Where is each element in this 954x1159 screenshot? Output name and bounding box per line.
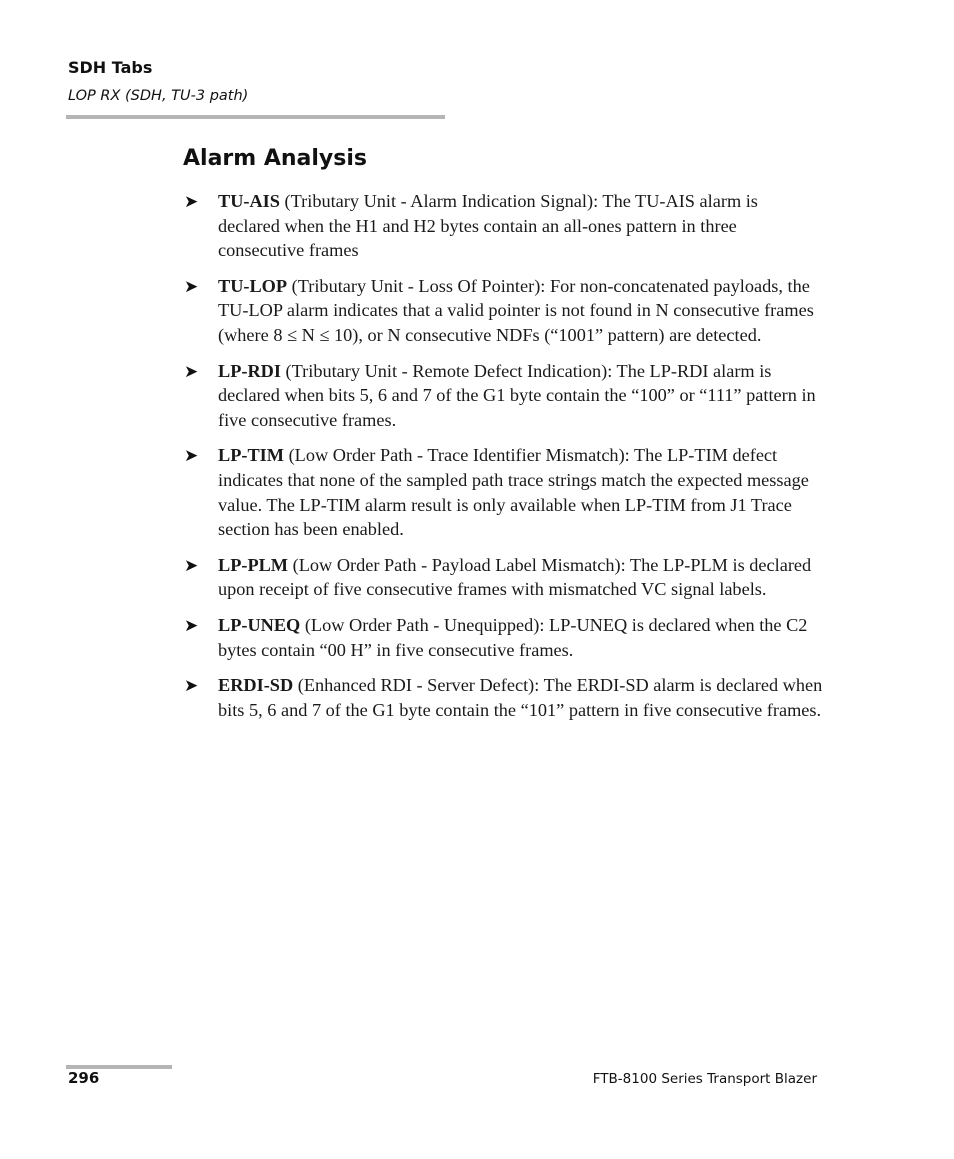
alarm-description: (Low Order Path - Payload Label Mismatch): The LP-PLM is declared upon receipt of five consecutive frames with mismatched VC signal labels. [218, 554, 812, 600]
section-heading: Alarm Analysis [183, 146, 367, 171]
alarm-term: LP-RDI [218, 360, 281, 381]
alarm-term: TU-AIS [218, 191, 280, 211]
list-item [183, 189, 823, 263]
list-item [183, 274, 823, 348]
alarm-term: LP-UNEQ [218, 614, 301, 635]
alarm-term: LP-PLM [218, 554, 289, 575]
alarm-list [183, 189, 823, 733]
section-subtitle: LOP RX (SDH, TU-3 path) [68, 88, 249, 104]
header-divider [66, 115, 445, 119]
chapter-title: SDH Tabs [68, 58, 153, 77]
list-item [183, 443, 823, 541]
alarm-description: (Tributary Unit - Remote Defect Indication): The LP-RDI alarm is declared when bits 5, 6 and 7 of the G1 byte contain the “100” or “111” pattern in five consecutive frames. [218, 360, 816, 430]
list-item [183, 613, 823, 662]
list-item [183, 359, 823, 433]
arrow-bullet-icon: ➤ [184, 276, 199, 297]
alarm-description: (Low Order Path - Trace Identifier Mismatch): The LP-TIM defect indicates that none of the sampled path trace strings match the expected message value. The LP-TIM alarm result is only available when LP-TIM from J1 Trace section has been enabled. [218, 445, 809, 540]
arrow-bullet-icon: ➤ [184, 361, 199, 382]
arrow-bullet-icon: ➤ [184, 676, 199, 697]
arrow-bullet-icon: ➤ [184, 555, 199, 576]
alarm-description: (Enhanced RDI - Server Defect): The ERDI-SD alarm is declared when bits 5, 6 and 7 of the G1 byte contain the “101” pattern in five consecutive frames. [218, 675, 823, 720]
page-number: 296 [68, 1069, 100, 1087]
alarm-description: (Tributary Unit - Alarm Indication Signal): The TU-AIS alarm is declared when the H1 and H2 bytes contain an all-ones pattern in three consecutive frames [218, 191, 758, 261]
list-item [183, 553, 823, 602]
list-item [183, 673, 823, 722]
alarm-term: LP-TIM [218, 445, 285, 466]
alarm-term: ERDI-SD [218, 675, 294, 696]
arrow-bullet-icon: ➤ [184, 192, 199, 212]
alarm-description: (Low Order Path - Unequipped): LP-UNEQ is declared when the C2 bytes contain “00 H” in five consecutive frames. [218, 614, 808, 660]
arrow-bullet-icon: ➤ [184, 446, 199, 467]
product-name: FTB-8100 Series Transport Blazer [592, 1071, 817, 1087]
alarm-term: TU-LOP [218, 275, 288, 296]
arrow-bullet-icon: ➤ [184, 615, 199, 636]
alarm-description: (Tributary Unit - Loss Of Pointer): For non-concatenated payloads, the TU-LOP alarm indicates that a valid pointer is not found in N consecutive frames (where 8 ≤ N ≤ 10), or N consecutive NDFs (“1001” pattern) are detected. [218, 275, 814, 345]
